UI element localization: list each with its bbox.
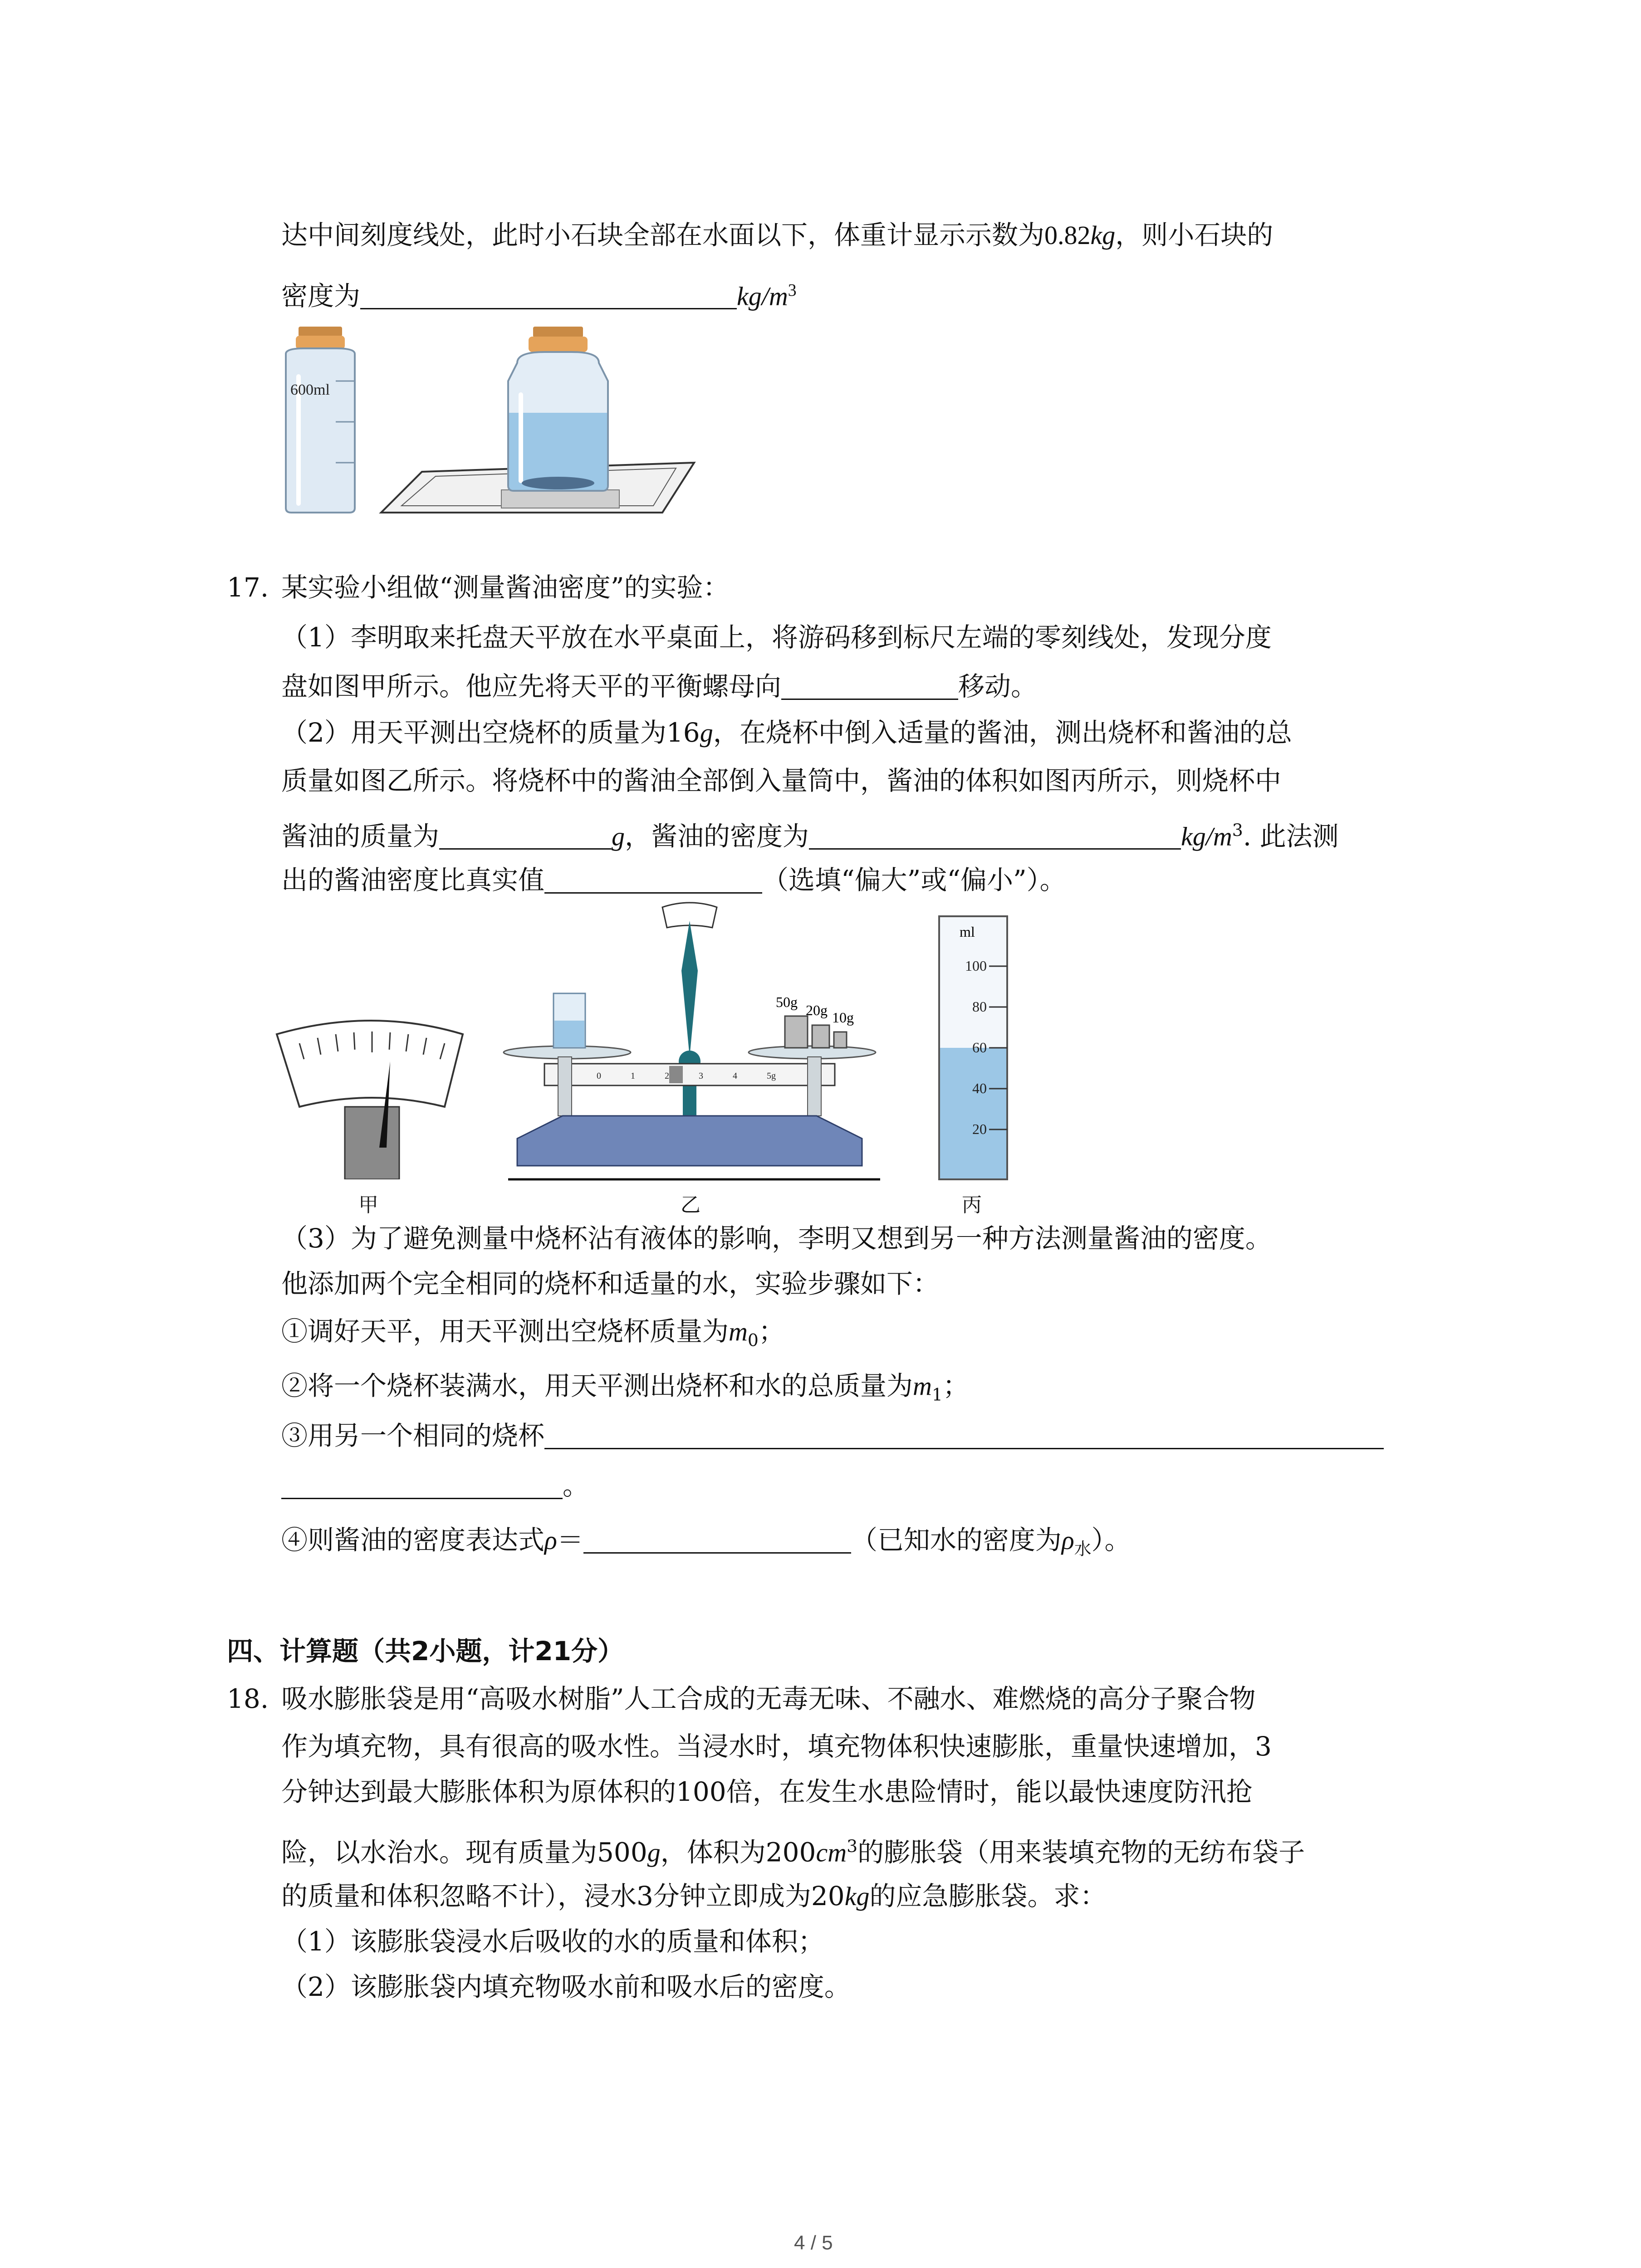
weight-label-20g: 20g (806, 1002, 828, 1018)
q17-step3: ③用另一个相同的烧杯 (281, 1418, 1384, 1454)
cylinder-tick-80: 80 (972, 998, 987, 1015)
beam-tick-0: 0 (597, 1071, 601, 1081)
fig-label-yi: 乙 (681, 1193, 700, 1217)
answer-blank-q17-density[interactable] (809, 820, 1181, 850)
cylinder-tick-100: 100 (965, 958, 987, 974)
cylinder-tick-20: 20 (972, 1121, 987, 1137)
water-bottle-icon (508, 327, 608, 491)
answer-blank-q17-step3[interactable] (544, 1420, 1384, 1449)
beam-tick-3: 3 (699, 1071, 703, 1081)
q17-part1-line2: 盘如图甲所示。他应先将天平的平衡螺母向 移动。 (281, 671, 1038, 702)
answer-blank-q17-step3-cont[interactable] (281, 1470, 563, 1499)
q17-intro: 17. 某实验小组做“测量酱油密度”的实验： (227, 572, 730, 603)
beam-tick-1: 1 (631, 1071, 635, 1081)
beam-tick-5: 5g (767, 1071, 776, 1081)
q17-step3-cont: 。 (281, 1467, 589, 1504)
cylinder-tick-60: 60 (972, 1039, 987, 1056)
answer-blank-q16-density[interactable] (360, 280, 737, 309)
q18-line-4: 险，以水治水。现有质量为500g，体积为$200cm^3$的膨胀袋（用来装填充物的无纺布袋子 (281, 1836, 1305, 1868)
q18-line-5: 的质量和体积忽略不计），浸水3分钟立即成为20kg的应急膨胀袋。求： (281, 1881, 1107, 1911)
q17-step2: ②将一个烧杯装满水，用天平测出烧杯和水的总质量为$m_1$； (281, 1370, 969, 1405)
q17-part2-line1: （2）用天平测出空烧杯的质量为16g，在烧杯中倒入适量的酱油，测出烧杯和酱油的总 (281, 717, 1292, 748)
q18-sub-1: （1）该膨胀袋浸水后吸收的水的质量和体积； (281, 1926, 824, 1957)
q18-line-3: 分钟达到最大膨胀体积为原体积的100倍，在发生水患险情时，能以最快速度防汛抢 (281, 1776, 1253, 1807)
q17-part2-line2: 质量如图乙所示。将烧杯中的酱油全部倒入量筒中，酱油的体积如图丙所示，则烧杯中 (281, 765, 1282, 796)
weight-label-50g: 50g (776, 994, 798, 1010)
cylinder-unit: ml (960, 924, 975, 940)
balance-scale-figure (499, 894, 889, 1184)
section4-title: 四、计算题（共2小题，计21分） (227, 1636, 624, 1667)
beam-tick-2: 2 (665, 1071, 669, 1081)
beam-tick-4: 4 (733, 1071, 737, 1081)
q18-line-2: 作为填充物，具有很高的吸水性。当浸水时，填充物体积快速膨胀，重量快速增加，3 (281, 1731, 1272, 1762)
q18-sub-2: （2）该膨胀袋内填充物吸水前和吸水后的密度。 (281, 1971, 851, 2002)
q17-step4: ④则酱油的密度表达式ρ＝ （已知水的密度为$\rho_水$）。 (281, 1525, 1131, 1559)
q16-line-2: 密度为 $kg/m^3$ (281, 280, 797, 312)
cylinder-tick-40: 40 (972, 1080, 987, 1096)
answer-blank-q17-direction[interactable] (781, 670, 958, 700)
answer-blank-q17-mass[interactable] (439, 820, 612, 850)
weight-label-10g: 10g (832, 1009, 854, 1026)
rider-icon (669, 1066, 683, 1083)
q17-part1-line1: （1）李明取来托盘天平放在水平桌面上，将游码移到标尺左端的零刻线处，发现分度 (281, 622, 1272, 653)
fig-label-bing: 丙 (962, 1193, 982, 1217)
bottle-capacity-label: 600ml (290, 381, 330, 398)
balance-dial-figure (272, 1016, 472, 1179)
q17-part3-line2: 他添加两个完全相同的烧杯和适量的水，实验步骤如下： (281, 1268, 940, 1299)
q18-line-1: 18. 吸水膨胀袋是用“高吸水树脂”人工合成的无毒无味、不融水、难燃烧的高分子聚合物 (227, 1683, 1256, 1714)
q17-part2-line4: 出的酱油密度比真实值 （选填“偏大”或“偏小”）。 (281, 865, 1066, 895)
answer-blank-q17-bias[interactable] (544, 864, 762, 894)
q17-part2-line3: 酱油的质量为 g，酱油的密度为 $kg/m^3$. 此法测 (281, 820, 1339, 852)
graduated-cylinder-figure (935, 912, 1012, 1184)
fig-label-jia: 甲 (358, 1193, 378, 1217)
answer-blank-q17-density-expr[interactable] (583, 1524, 851, 1554)
page-number: 4 / 5 (794, 2232, 833, 2254)
q16-bottles-figure (272, 327, 726, 517)
q17-step1: ①调好天平，用天平测出空烧杯质量为$m_0$； (281, 1316, 785, 1350)
measuring-bottle-icon (286, 327, 355, 513)
q16-line-1: 达中间刻度线处，此时小石块全部在水面以下，体重计显示示数为0.82kg，则小石块的 (281, 220, 1274, 250)
q17-part3-line1: （3）为了避免测量中烧杯沾有液体的影响，李明又想到另一种方法测量酱油的密度。 (281, 1223, 1272, 1254)
